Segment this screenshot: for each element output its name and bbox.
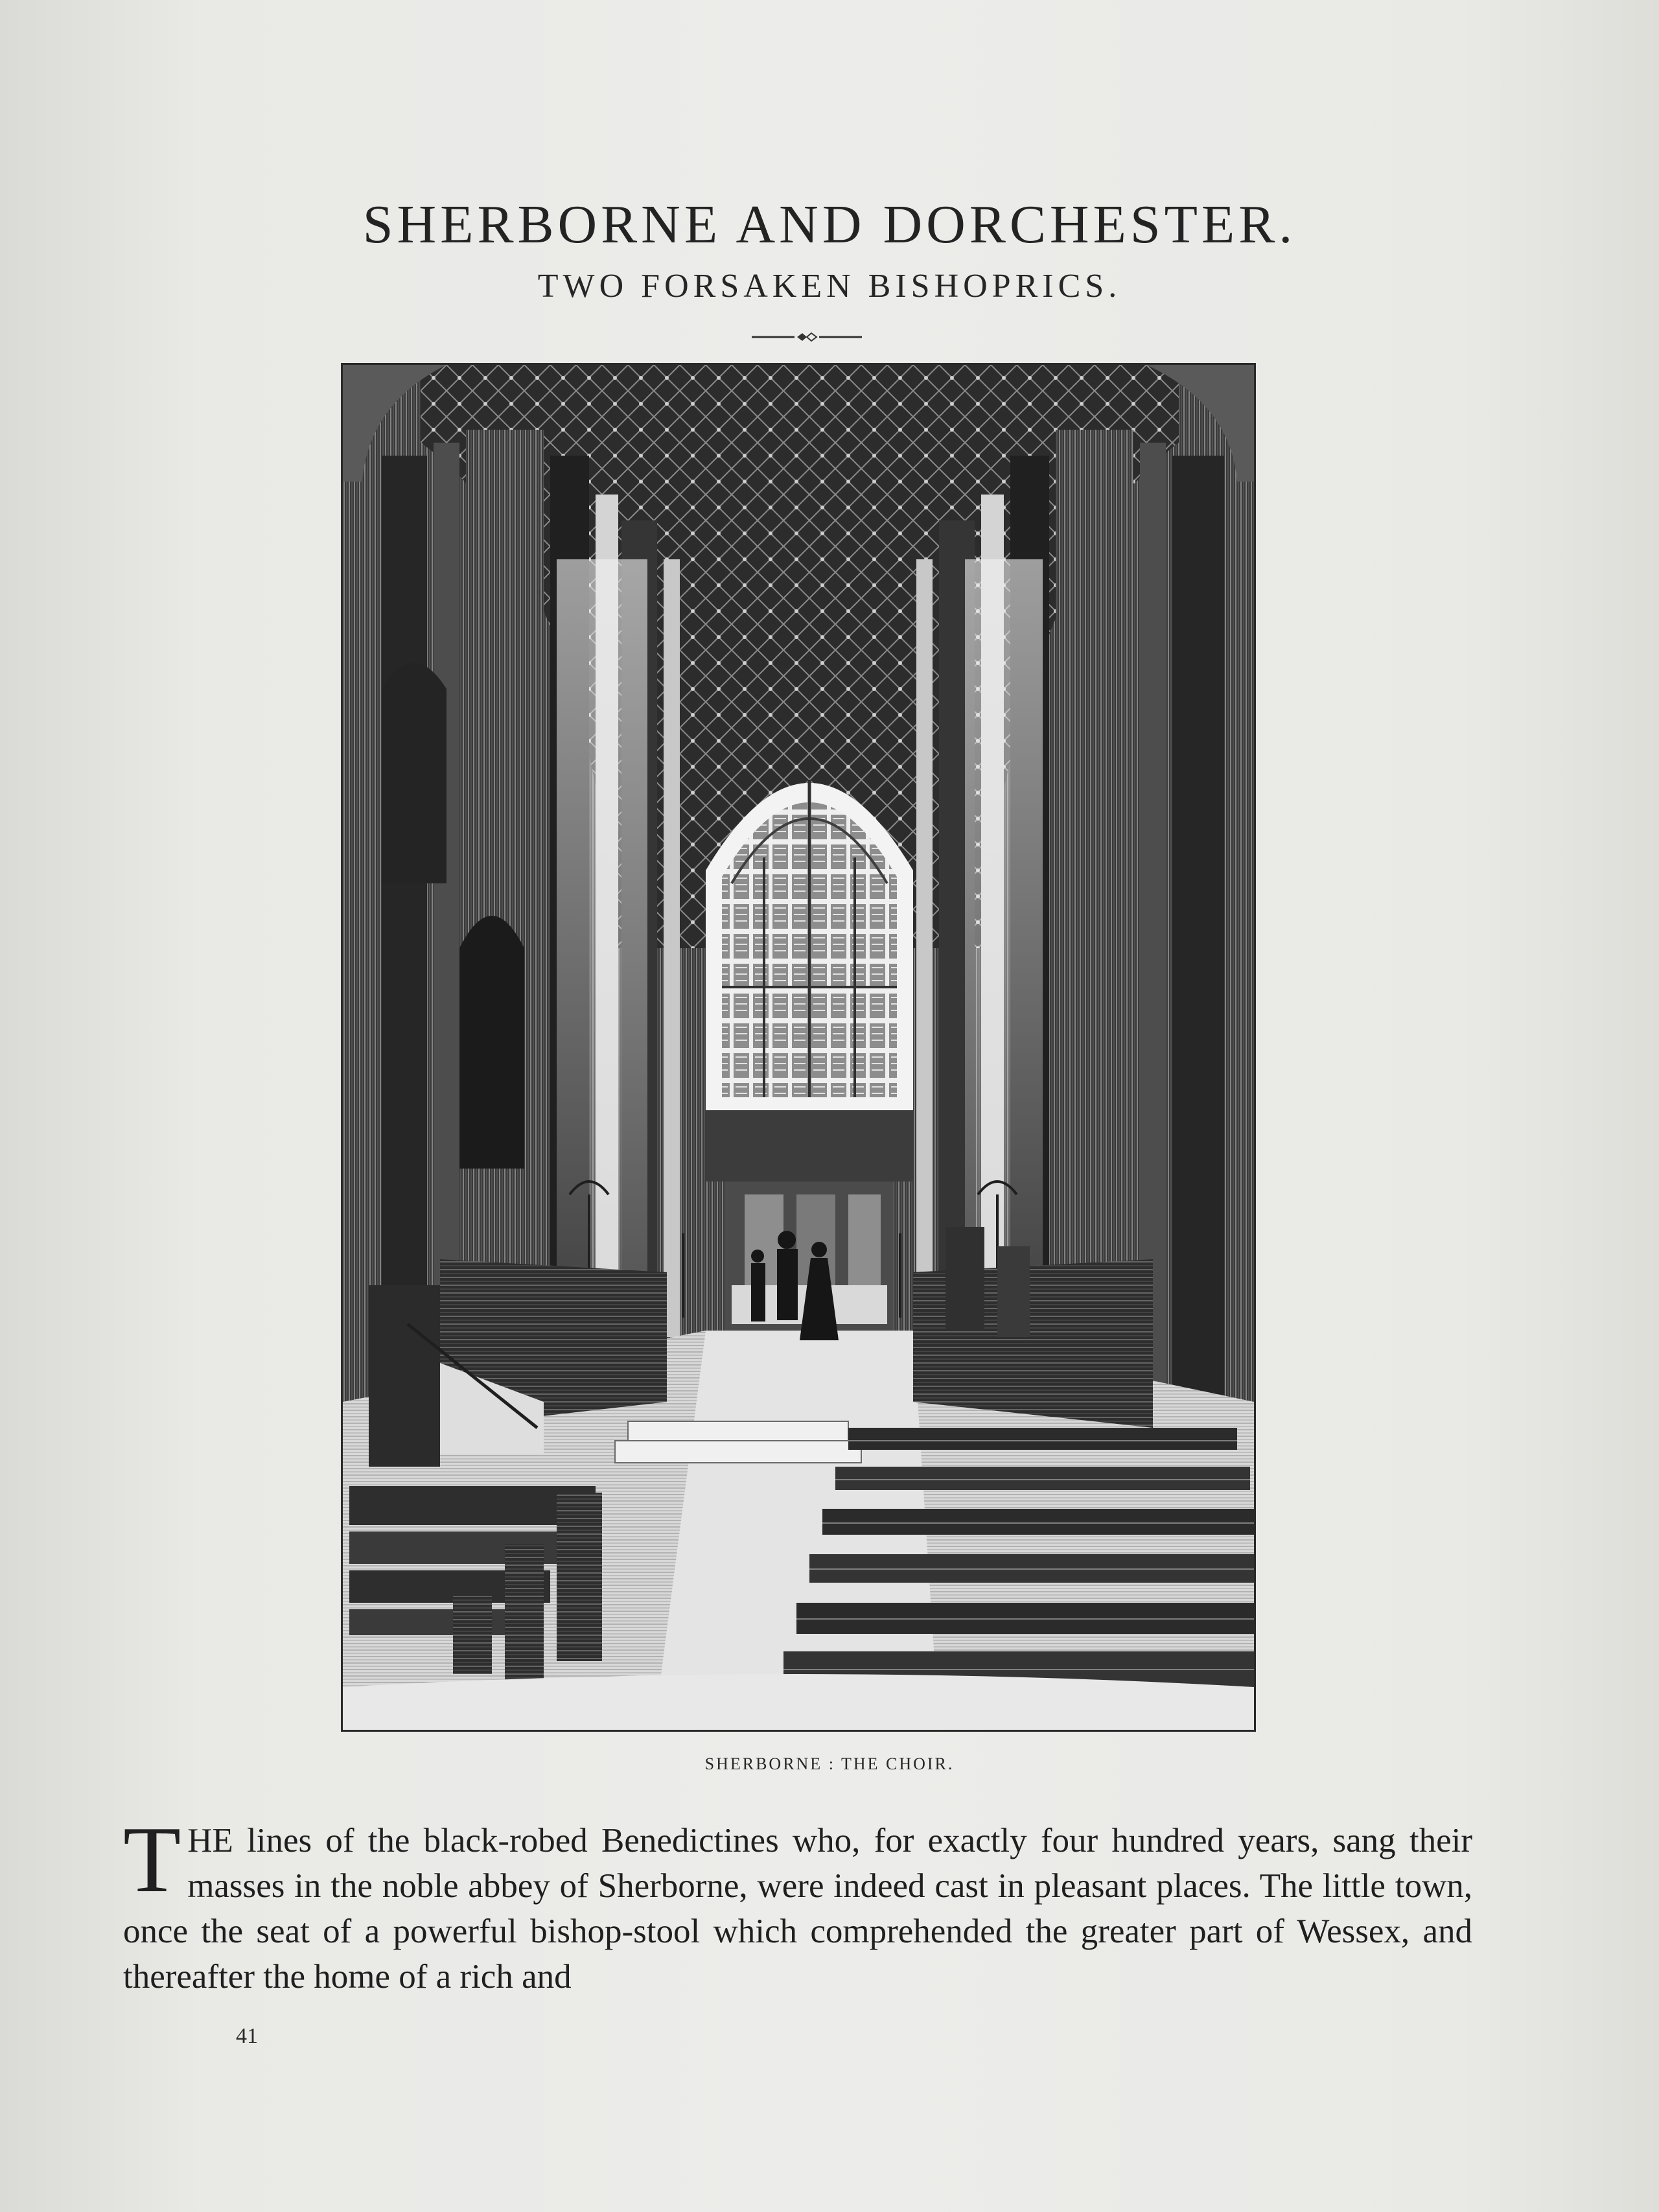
drop-cap: T [123,1807,181,1912]
body-text: HE lines of the black-robed Benedictines who, for exactly four hundred years, sang their masses in the noble abbey of Sherborne, were indeed cast in pleasant places. The little town, once the seat of a powerful bishop-stool which comprehended the greater part of Wessex, and thereafter the home of a rich and [123,1822,1472,1996]
chapter-subtitle: TWO FORSAKEN BISHOPRICS. [537,268,1122,305]
chapter-title: SHERBORNE AND DORCHESTER. [362,194,1297,255]
body-paragraph [123,1807,1472,1999]
ornament-divider-icon [752,329,862,345]
engraving-illustration [341,363,1256,1732]
page-number: 41 [236,2024,258,2048]
illustration-caption: SHERBORNE : THE CHOIR. [704,1754,955,1773]
choir-engraving-image [343,365,1254,1730]
